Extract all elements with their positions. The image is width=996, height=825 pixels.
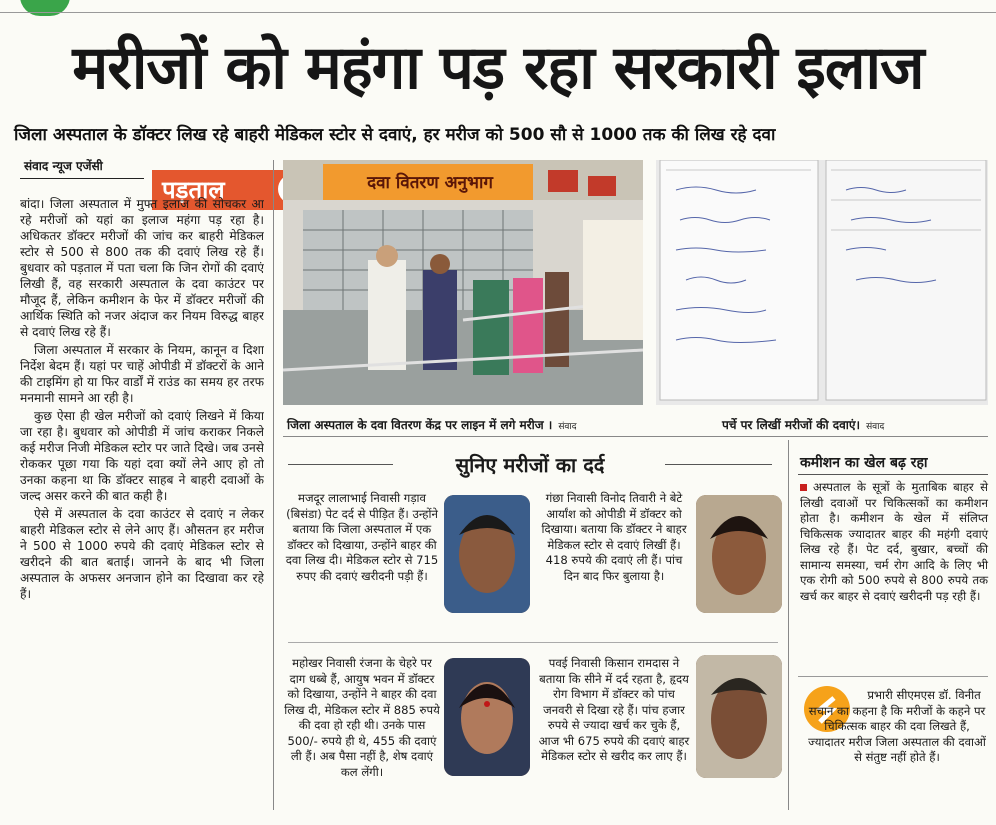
sidebar-body-text: अस्पताल के सूत्रों के मुताबिक बाहर से लिखी दवाओं पर चिकित्सकों का कमीशन होता है। कमीशन के खेल में संलिप्त चिकित्सक ज्यादातर बाहर की महंगी दवाएं लिख रहे हैं। पेट दर्द, बुखार, बच्चों की सामान्य समस्या, चर्म रोग आदि के लिए भी एक रोगी को 500 रुपये से 800 रुपये तक खर्च कर बाहर से दवाएं खरीदनी पड़ रही हैं। <box>800 480 988 603</box>
tag-label: पड़ताल <box>162 176 225 204</box>
photo1-credit: संवाद <box>558 422 577 432</box>
subheadline: जिला अस्पताल के डॉक्टर लिख रहे बाहरी मेडिकल स्टोर से दवाएं, हर मरीज को 500 सौ से 1000 तक की लिख रहे दवा <box>14 125 776 145</box>
sidebar-title: कमीशन का खेल बढ़ रहा <box>800 455 928 471</box>
photo2-caption <box>722 416 982 433</box>
photo-medicine-counter <box>283 160 643 405</box>
patients-row-rule <box>288 642 778 643</box>
official-quote: प्रभारी सीएमएस डॉ. विनीत सचान का कहना है कि मरीजों के कहने पर चिकित्सक बाहर की दवा लिखते हैं, ज्यादातर मरीज जिला अस्पताल की दवाओं से संतुष्ट नहीं होते हैं। <box>808 688 986 764</box>
article-paragraph: बांदा। जिला अस्पताल में मुफ्त इलाज की सोचकर आ रहे मरीजों को यहां का इलाज महंगा पड़ रहा है। अधिकतर डॉक्टर मरीजों की जांच कर बाहरी मेडिकल स्टोर से 500 से 800 तक की दवाएं लिख रहे हैं। बुधवार को पड़ताल में पता चला कि जिन रोगों की दवाएं लिखी हैं, वह सरकारी अस्पताल के दवा काउंटर पर मौजूद हैं, लेकिन कमीशन के फेर में डॉक्टर मरीजों की आर्थिक स्थिति को नजर अंदाज कर नियम विरुद्ध बाहर से दवाएं लिख रहे हैं। <box>20 197 264 339</box>
sidebar-body <box>800 480 988 604</box>
patient-quote: महोखर निवासी रंजना के चेहरे पर दाग धब्बे हैं, आयुष भवन में डॉक्टर को दिखाया, उन्होंने ने बाहर की दवा लिख दी, मेडिकल स्टोर में 885 रुपये की दवा हो रही थी। उनके पास 500/- रुपये ही थे, 455 की दवाएं ली हैं। अब पैसा नहीं है, शेष दवाएं कल लेंगी। <box>284 656 440 779</box>
photo-prescriptions <box>656 160 988 405</box>
article-paragraph: कुछ ऐसा ही खेल मरीजों को दवाएं लिखने में किया जा रहा है। बुधवार को ओपीडी में जांच कराकर निकले कई मरीज निजी मेडिकल स्टोर पर जाते दिखे। जब उनसे रोककर पूछा गया कि यहां दवा क्यों लेने आए हो तो उनका कहना था कि डॉक्टर साहब ने बाहरी दवाओं के जल्द असर करने की बात कही है। <box>20 409 264 503</box>
byline-rule <box>20 178 144 179</box>
patients-title-rule-right <box>665 464 772 465</box>
column-divider <box>273 160 274 810</box>
main-article-column <box>20 196 264 806</box>
counter-sign-text: दवा वितरण अनुभाग <box>367 173 493 193</box>
patient-quote: गंछा निवासी विनोद तिवारी ने बेटे आर्यांश को ओपीडी में डॉक्टर को दिखाया। बताया कि डॉक्टर ने बाहर मेडिकल स्टोर से दवाएं लिखीं हैं। 418 रुपये की दवाएं ली हैं। पांच दिन बाद फिर बुलाया है। <box>541 491 687 583</box>
patient-photo <box>444 495 530 613</box>
photo-rule <box>283 436 988 437</box>
photo2-caption-text: पर्चे पर लिखीं मरीजों की दवाएं। <box>722 418 861 432</box>
article-paragraph: जिला अस्पताल में सरकार के नियम, कानून व दिशा निर्देश बेदम हैं। यहां पर चाहें ओपीडी में डॉक्टरों के आने की टाइमिंग हो या फिर वार्डों में राउंड का समय हर तरफ मनमानी सामने आ रही है। <box>20 343 264 405</box>
patients-section-title: सुनिए मरीजों का दर्द <box>455 453 605 477</box>
patient-quote: मजदूर लालाभाई निवासी गड़ाव (बिसंडा) पेट दर्द से पीड़ित हैं। उन्होंने बताया कि जिला अस्पताल में एक डॉक्टर को दिखाया, उन्होंने बाहर की दवा लिख दी। मेडिकल स्टोर से 715 रुपए की दवाएं खरीदनी पड़ी हैं। <box>285 491 439 583</box>
sidebar-title-rule <box>798 474 988 475</box>
photo1-caption-text: जिला अस्पताल के दवा वितरण केंद्र पर लाइन में लगे मरीज । <box>287 418 553 432</box>
top-rule <box>0 12 996 13</box>
sidebar-divider <box>788 440 789 810</box>
patient-photo <box>696 655 782 778</box>
patient-face-image <box>696 655 782 778</box>
counter-sign <box>327 168 533 198</box>
patient-quote: पवई निवासी किसान रामदास ने बताया कि सीने में दर्द रहता है, हृदय रोग विभाग में डॉक्टर को पांच जनवरी से दिखा रहे हैं। पांच हजार रुपये से ज्यादा खर्च कर चुके हैं, आज भी 675 रुपये की दवाएं बाहर मेडिकल स्टोर से खरीद कर लाए हैं। <box>538 656 690 763</box>
patient-face-image <box>444 658 530 776</box>
prescriptions-image <box>656 160 988 405</box>
sidebar-rule <box>798 676 988 677</box>
patients-title-rule-left <box>288 464 393 465</box>
patient-photo <box>444 658 530 776</box>
patient-face-image <box>444 495 530 613</box>
headline: मरीजों को महंगा पड़ रहा सरकारी इलाज <box>72 33 924 103</box>
photo1-caption <box>287 416 647 433</box>
photo2-credit: संवाद <box>866 422 885 432</box>
article-paragraph: ऐसे में अस्पताल के दवा काउंटर से दवाएं न लेकर बाहरी मेडिकल स्टोर से लेने आए हैं। औसतन हर मरीज ने 500 से 1000 रुपये की दवाएं मेडिकल स्टोर से खरीदने की बात बताई। जानने के बाद भी जिला अस्पताल के अफसर अनजान होने का दिखावा कर रहे हैं। <box>20 507 264 601</box>
patient-face-image <box>696 495 782 613</box>
bullet-icon <box>800 484 807 491</box>
patient-photo <box>696 495 782 613</box>
section-badge <box>20 0 70 16</box>
byline: संवाद न्यूज एजेंसी <box>24 159 103 173</box>
